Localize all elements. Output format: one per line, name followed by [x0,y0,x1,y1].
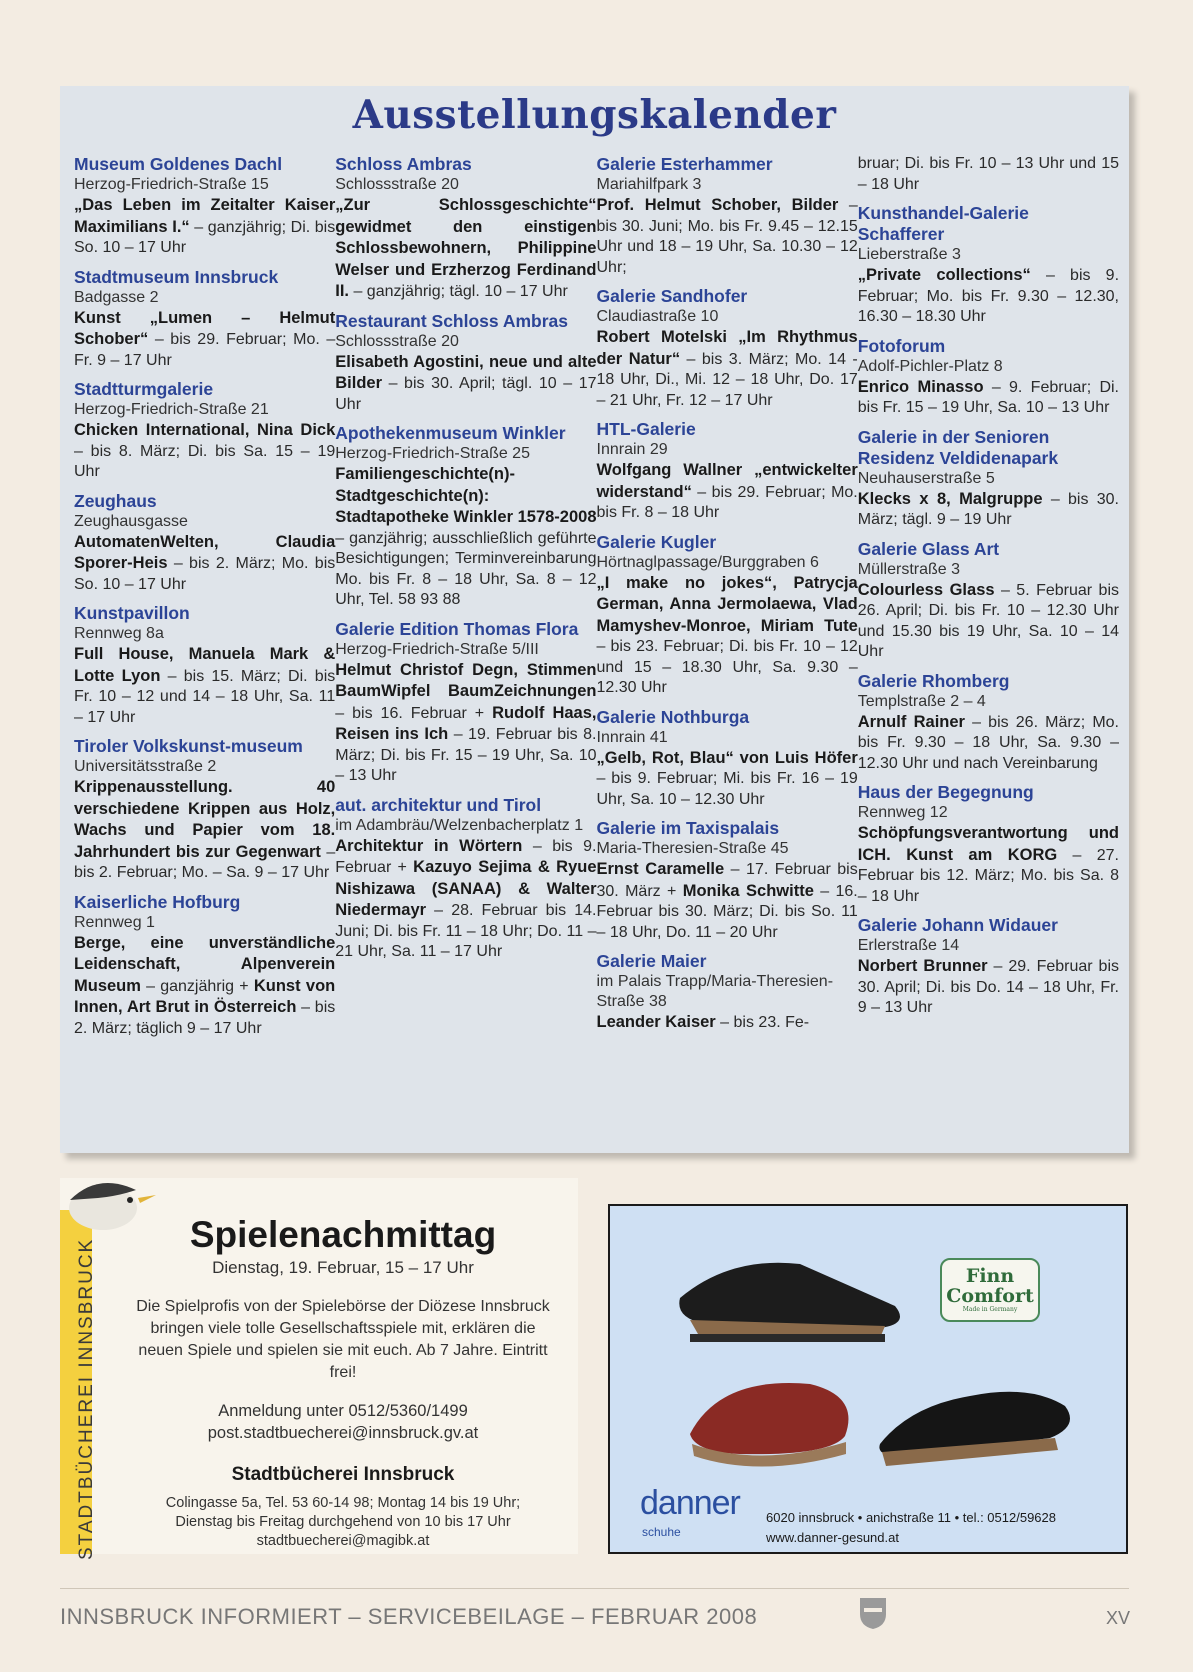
library-address [108,1494,578,1551]
exhibition-title: Kazuyo Sejima & Ryue Nishizawa (SANAA) & Walter Niedermayr [335,858,597,919]
exhibition-title: Familiengeschichte(n)-Stadtgeschichte(n): Stadtapotheke Winkler 1578-2008 [335,465,597,526]
exhibition-title: Robert Motelski „Im Rhythmus der Natur“ [596,328,858,368]
exhibition-entry [858,915,1119,1019]
exhibition-entry [858,539,1119,663]
venue-name: Schloss Ambras [335,154,472,174]
venue-address: Innrain 41 [596,728,668,746]
exhibition-entry [335,154,596,303]
event-description: Die Spielprofis von der Spielebörse der Diözese Innsbruck bringen viele tolle Gesellschaftsspiele mit, erklären die neuen Spiele und spielen sie mit euch. Ab 7 Jahre. Eintritt frei! [136,1298,550,1381]
exhibition-entry [74,491,335,596]
exhibition-dates: – 29. Februar bis 30. April; Di. bis Do. 14 – 18 Uhr, Fr. 9 – 13 Uhr [857,958,1119,1016]
exhibition-entry [858,671,1119,775]
exhibition-dates: – bis 26. März; Mo. bis Fr. 9.30 – 18 Uhr, Sa. 9.30 – 12.30 Uhr und nach Vereinbarung [857,713,1119,772]
venue-name: Galerie Nothburga [596,706,750,727]
venue-name: Haus der Begegnung [857,782,1034,802]
exhibition-entry [74,736,335,884]
danner-website[interactable]: www.danner-gesund.at [766,1530,899,1545]
exhibition-dates: – 17. Februar bis 30. März + [596,861,858,900]
finn-comfort-logo-badge [940,1258,1040,1322]
exhibition-description [858,154,1119,195]
exhibition-description [858,489,1119,531]
exhibition-dates: – ganzjährig; Di. bis So. 10 – 17 Uhr [74,218,336,256]
exhibition-entry [858,336,1119,419]
calendar-column [858,154,1119,1147]
exhibition-entry [858,203,1119,328]
exhibition-description [335,352,596,416]
exhibition-title: Full House, Manuela Mark & Lotte Lyon [74,645,336,685]
danner-address [766,1508,1056,1548]
exhibition-dates: – 19. Februar bis 8. März; Di. bis Fr. 15 – 19 Uhr, Sa. 10 – 13 Uhr [335,726,597,784]
exhibition-title: Architektur in Wörtern [335,836,523,855]
side-label: STADTBÜCHEREI INNSBRUCK [76,1237,97,1560]
exhibition-title: Schöpfungsverantwortung und ICH. Kunst am KORG [857,824,1119,864]
exhibition-description [74,420,335,483]
event-date: Dienstag, 19. Februar, 15 – 17 Uhr [212,1258,474,1277]
venue-address: Herzog-Friedrich-Straße 21 [74,401,269,418]
exhibition-title: Kunst „Lumen – Helmut Schober“ [74,308,336,348]
exhibition-description [597,573,858,699]
exhibition-title: Ernst Caramelle [596,860,725,878]
exhibition-dates: – bis 30. Juni; Mo. bis Fr. 9.45 – 12.15 Uhr und 18 – 19 Uhr, Sa. 10.30 – 12 Uhr; [596,197,858,276]
venue-address: Claudiastraße 10 [596,308,719,325]
finn-logo-line2: Comfort [946,1285,1034,1307]
venue-name: Galerie Rhomberg [857,670,1010,691]
exhibition-entry [335,795,596,963]
exhibition-description [597,327,858,411]
venue-address: Neuhauserstraße 5 [857,469,995,487]
exhibition-entry [858,154,1119,195]
venue-address: Müllerstraße 3 [857,560,960,578]
finn-logo-small: Made in Germany [962,1306,1018,1313]
venue-address: Rennweg 1 [74,913,155,931]
danner-logo: danner [640,1484,740,1522]
exhibition-entry [74,603,335,728]
exhibition-dates: – bis 8. März; Di. bis Sa. 15 – 19 Uhr [74,442,336,480]
venue-name: Stadtturmgalerie [74,379,214,399]
venue-address: Herzog-Friedrich-Straße 25 [335,445,530,462]
exhibition-description [74,532,335,596]
library-email[interactable]: stadtbuecherei@magibk.at [256,1533,430,1549]
exhibition-entry [597,951,858,1034]
exhibition-description [597,195,858,278]
venue-name: Galerie Glass Art [857,538,1000,559]
calendar-columns [74,154,1119,1147]
venue-name: Tiroler Volkskunst-museum [74,736,303,756]
exhibition-title: Colourless Glass [857,580,995,599]
library-address-line: Colingasse 5a, Tel. 53 60-14 98; Montag 14 bis 19 Uhr; [165,1495,521,1511]
event-title: Spielenachmittag [189,1214,497,1255]
library-hours-line: Dienstag bis Freitag durchgehend von 10 bis 17 Uhr [175,1514,511,1530]
exhibition-entry [74,267,335,372]
venue-name: Restaurant Schloss Ambras [335,310,569,331]
exhibition-entry [597,154,858,278]
exhibition-dates: – ganzjährig; ausschließlich geführte Besichtigungen; Terminvereinbarung Mo. bis Fr. 8 – 18 Uhr, Sa. 8 – 12 Uhr, Tel. 58 93 88 [335,529,597,608]
exhibition-title: Norbert Brunner [857,957,988,975]
venue-name: Galerie Kugler [596,531,717,552]
page-number: XV [1106,1608,1131,1628]
exhibition-dates: – bis 9. Februar; Mi. bis Fr. 16 – 19 Uhr, Sa. 10 – 12.30 Uhr [596,770,858,808]
exhibition-dates: – bis 16. Februar + [335,704,493,722]
venue-name: Zeughaus [74,490,157,511]
exhibition-title: Rudolf Haas, Reisen ins Ich [335,703,597,743]
exhibition-dates: – 27. Februar bis 12. März; Mo. bis Sa. 8 – 18 Uhr [857,846,1119,905]
exhibition-description [858,956,1119,1019]
exhibition-dates: – 5. Februar bis 26. April; Di. bis Fr. 10 – 12.30 Uhr und 15.30 bis 19 Uhr, Sa. 10 – 14 Uhr [857,581,1119,660]
venue-name: Stadtmuseum Innsbruck [74,266,279,287]
calendar-title: Ausstellungskalender [352,92,837,138]
exhibition-entry [597,818,858,943]
exhibition-description [597,460,858,524]
exhibition-description [597,748,858,811]
venue-address: Mariahilfpark 3 [596,176,702,193]
venue-name: Galerie im Taxispalais [596,818,780,838]
event-contact [108,1400,578,1444]
venue-name: Galerie Esterhammer [596,154,773,174]
venue-address: Herzog-Friedrich-Straße 5/III [335,640,539,658]
exhibition-description [74,195,335,259]
exhibition-description [597,1012,858,1034]
exhibition-title: Kunst von Innen, Art Brut in Österreich [74,976,336,1016]
venue-address: Innrain 29 [596,441,668,458]
venue-name: Kaiserliche Hofburg [74,891,241,912]
exhibition-dates: – bis 9. Februar; Mo. bis Fr. 9.30 – 12.30, 16.30 – 18.30 Uhr [857,267,1120,325]
exhibition-title: Chicken International, Nina Dick [74,421,336,439]
exhibition-entry [858,427,1119,531]
exhibition-entry [597,419,858,524]
registration-email[interactable]: post.stadtbuecherei@innsbruck.gv.at [207,1424,479,1442]
exhibition-dates: – bis 29. Februar; Mo. bis Fr. 8 – 18 Uhr [596,483,858,521]
exhibition-dates: – bis 15. März; Di. bis Fr. 10 – 12 und 14 – 18 Uhr, Sa. 11 – 17 Uhr [74,667,336,726]
exhibition-title: Helmut Christof Degn, Stimmen BaumWipfel BaumZeichnungen [335,660,597,700]
exhibition-title: Krippenausstellung. 40 verschiedene Krippen aus Holz, Wachs und Papier vom 18. Jahrhundert bis zur Gegenwart [74,778,336,861]
calendar-column [74,154,335,1147]
exhibition-dates: – bis 2. Februar; Mo. – Sa. 9 – 17 Uhr [74,843,336,881]
exhibition-title: AutomatenWelten, Claudia Sporer-Heis [74,532,336,572]
exhibition-dates: bruar; Di. bis Fr. 10 – 13 Uhr und 15 – 18 Uhr [857,155,1119,193]
exhibition-dates: – bis 2. März; täglich 9 – 17 Uhr [74,999,336,1037]
exhibition-description [335,464,596,611]
calendar-column [597,154,858,1147]
finn-logo-line1: Finn [965,1265,1015,1287]
exhibition-title: Monika Schwitte [682,881,814,900]
exhibition-dates: – 16. Februar bis 30. März; Di. bis So. 11 – 18 Uhr, Do. 11 – 20 Uhr [596,882,858,941]
venue-address: Universitätsstraße 2 [74,758,217,775]
venue-name: Fotoforum [857,335,946,356]
exhibition-description [597,859,858,943]
exhibition-dates: – bis 23. Fe- [715,1014,810,1031]
venue-address: Erlerstraße 14 [857,937,960,954]
exhibition-dates: – bis 3. März; Mo. 14 - 18 Uhr, Di., Mi. 12 – 18 Uhr, Do. 17 – 21 Uhr, Fr. 12 – 17 Uhr [596,350,858,409]
venue-address: Rennweg 8a [74,625,164,642]
exhibition-title: Wolfgang Wallner „entwickelter widerstand“ [596,461,858,501]
exhibition-entry [335,423,596,611]
venue-address: Badgasse 2 [74,288,159,306]
exhibition-dates: – bis 30. März; tägl. 9 – 19 Uhr [857,490,1119,528]
venue-address: Hörtnaglpassage/Burggraben 6 [596,553,819,571]
venue-address: im Adambräu/Welzenbacherplatz 1 [335,816,584,834]
exhibition-description [335,836,596,963]
venue-name: HTL-Galerie [596,419,696,439]
exhibition-dates: – bis 9. Februar + [335,837,597,876]
venue-name: Kunstpavillon [74,603,190,623]
venue-name: Galerie Maier [596,951,707,971]
exhibition-dates: – bis 2. März; Mo. bis So. 10 – 17 Uhr [74,555,336,593]
exhibition-dates: – bis 30. April; tägl. 10 – 17 Uhr [335,375,597,413]
exhibition-title: Berge, eine unverständliche Leidenschaft, Alpenverein Museum [74,933,336,995]
exhibition-title: Klecks x 8, Malgruppe [857,489,1043,508]
exhibition-entry [597,532,858,699]
exhibition-description [858,377,1119,419]
footer-divider [60,1588,1129,1589]
venue-name: Kunsthandel-Galerie Schafferer [857,203,1029,244]
venue-name: Museum Goldenes Dachl [74,154,283,174]
exhibition-dates: – bis 29. Februar; Mo. – Fr. 9 – 17 Uhr [74,331,336,369]
calendar-column [335,154,596,1147]
venue-address: Maria-Theresien-Straße 45 [596,840,789,857]
exhibition-description [74,308,335,372]
exhibition-description [74,644,335,728]
exhibition-dates: – bis 23. Februar; Di. bis Fr. 10 – 12 und 15 – 18.30 Uhr, Sa. 9.30 – 12.30 Uhr [596,638,858,696]
venue-address: Templstraße 2 – 4 [857,692,986,710]
exhibition-title: „Gelb, Rot, Blau“ von Luis Höfer [596,748,858,767]
exhibition-title: „I make no jokes“, Patrycja German, Anna Jermolaewa, Vlad Mamyshev-Monroe, Miriam Tute [596,573,858,635]
exhibition-title: Enrico Minasso [857,377,984,396]
venue-name: Galerie Edition Thomas Flora [335,618,579,639]
exhibition-description [858,265,1119,328]
exhibition-description [74,777,335,884]
venue-address: Adolf-Pichler-Platz 8 [857,357,1003,375]
exhibition-title: „Private collections“ [857,266,1031,284]
exhibition-calendar [60,86,1129,1153]
exhibition-dates: – 9. Februar; Di. bis Fr. 15 – 19 Uhr, Sa. 10 – 13 Uhr [857,378,1119,416]
exhibition-entry [597,286,858,411]
exhibition-description [858,823,1119,907]
venue-address: Schlossstraße 20 [335,176,459,193]
danner-street: 6020 innsbruck • anichstraße 11 • tel.: 0512/59628 [766,1510,1056,1525]
exhibition-entry [335,619,596,787]
exhibition-dates: – 28. Februar bis 14. Juni; Di. bis Fr. 11 – 18 Uhr; Do. 11 – 21 Uhr, Sa. 11 – 17 Uhr [335,902,597,960]
venue-name: Apothekenmuseum Winkler [335,423,566,443]
exhibition-dates: – ganzjährig; tägl. 10 – 17 Uhr [349,283,568,300]
exhibition-title: Leander Kaiser [596,1013,716,1031]
exhibition-entry [335,311,596,416]
spielenachmittag-content [108,1178,578,1551]
exhibition-description [335,195,596,303]
venue-address: Lieberstraße 3 [857,246,961,263]
venue-name: Galerie in der Senioren Residenz Veldidenapark [857,426,1059,468]
exhibition-entry [74,892,335,1040]
exhibition-entry [597,707,858,811]
exhibition-dates: – ganzjährig + [140,977,254,995]
venue-address: Herzog-Friedrich-Straße 15 [74,176,269,193]
exhibition-title: Arnulf Rainer [857,712,965,731]
venue-address: Rennweg 12 [857,804,948,821]
exhibition-entry [74,379,335,483]
registration-phone: Anmeldung unter 0512/5360/1499 [218,1402,468,1420]
library-name: Stadtbücherei Innsbruck [231,1464,455,1485]
danner-logo-sub: schuhe [642,1525,681,1539]
exhibition-title: „Zur Schlossgeschichte“ gewidmet den einstigen Schlossbewohnern, Philippine Welser und Erzherzog Ferdinand II. [335,196,597,300]
exhibition-entry [74,154,335,259]
exhibition-title: „Das Leben im Zeitalter Kaiser Maximilians I.“ [74,196,336,236]
exhibition-description [858,712,1119,775]
venue-address: im Palais Trapp/Maria-Theresien-Straße 38 [596,973,834,1010]
venue-name: aut. architektur und Tirol [335,794,542,815]
exhibition-description [858,580,1119,663]
exhibition-description [335,660,596,787]
venue-name: Galerie Johann Widauer [857,915,1058,935]
exhibition-title: Prof. Helmut Schober, Bilder [596,196,839,214]
exhibition-description [74,933,335,1040]
footer-text: INNSBRUCK INFORMIERT – SERVICEBEILAGE – FEBRUAR 2008 [60,1604,758,1629]
venue-address: Zeughausgasse [74,512,188,530]
venue-name: Galerie Sandhofer [596,286,748,306]
venue-address: Schlossstraße 20 [335,332,459,350]
exhibition-entry [858,782,1119,907]
city-crest-icon [858,1596,888,1630]
exhibition-title: Elisabeth Agostini, neue und alte Bilder [335,352,597,392]
